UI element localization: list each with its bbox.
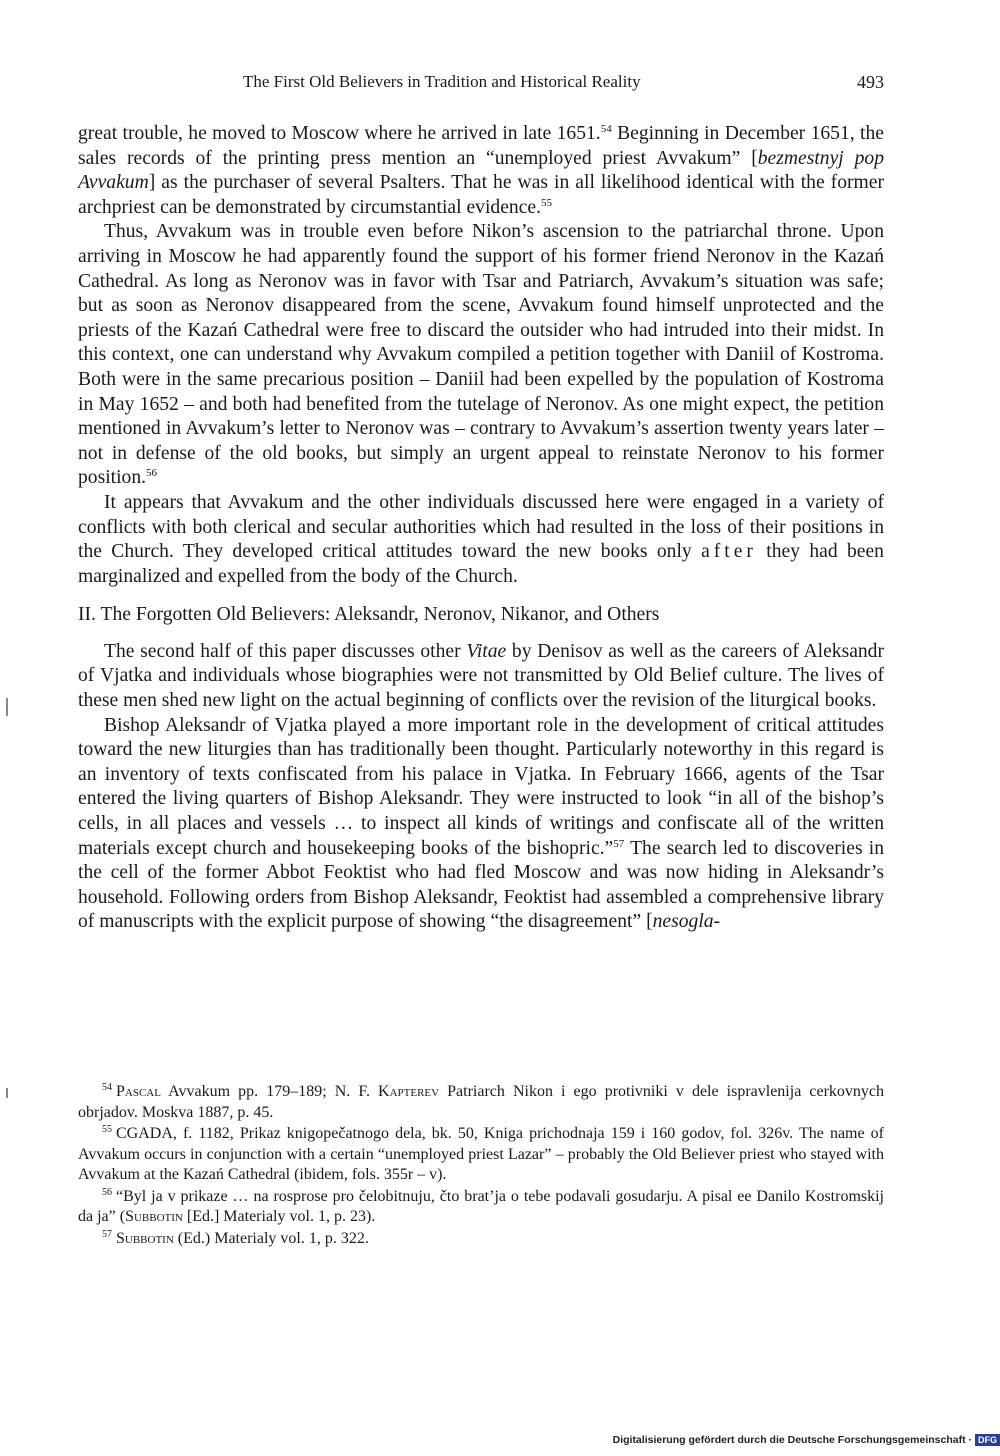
- footnote-number: 54: [102, 1082, 112, 1093]
- footnote-number: 57: [102, 1228, 112, 1240]
- paragraph: great trouble, he moved to Moscow where he arrived in late 1651.54 Beginning in December 1651, the sales records of the printing press mention an “unemployed priest Avvakum” [bezmestnyj pop Avvakum] as the purchaser of several Psalters. That he was in all likelihood identical with the former archpriest can be demonstrated by circumstantial evidence.$^{55}$: [78, 123, 884, 218]
- paragraph: Bishop Aleksandr of Vjatka played a more important role in the development of critical attitudes toward the new liturgies than has traditionally been thought. Particularly noteworthy in this regard is an inventory of texts confiscated from his palace in Vjatka. In February 1666, agents of the Tsar entered the living quarters of Bishop Aleksandr. They were instructed to look “in all of the bishop’s cells, in all places and vessels … to inspect all kinds of writings and confiscate all of the written materials except church and housekeeping books of the bishopric.”$^{57}$ The search led to discoveries in the cell of the former Abbot Feoktist who had fled Moscow and was now hiding in Aleksandr’s household. Following orders from Bishop Aleksandr, Feoktist had assembled a comprehensive library of manuscripts with the explicit purpose of showing “the disagreement” [nesogla-: [78, 714, 884, 933]
- paragraph: Thus, Avvakum was in trouble even before Nikon’s ascension to the patriarchal throne. Upon arriving in Moscow he had apparently found the support of his former friend Neronov in the Kazań Cathedral. As long as Neronov was in favor with Tsar and Patriarch, Avvakum’s situation was safe; but as soon as Neronov disappeared from the scene, Avvakum found himself unprotected and the priests of the Kazań Cathedral were free to discard the outsider who had intruded into their midst. In this context, one can understand why Avvakum compiled a petition together with Daniil of Kostroma. Both were in the same precarious position – Daniil had been expelled by the population of Kostroma in May 1652 – and both had benefited from the tutelage of Neronov. As one might expect, the petition mentioned in Avvakum’s letter to Neronov was – contrary to Avvakum’s assertion twenty years later – not in defense of the old books, but simply an urgent appeal to reinstate Neronov to his former position.$^{56}$: [78, 221, 884, 489]
- footnote-number: 55: [102, 1124, 112, 1135]
- spaced-emphasis: after: [701, 541, 757, 563]
- page-header: [78, 72, 884, 100]
- footnote: $^{56}$ “Byl ja v prikaze … na rosprose pro čelobitnuju, čto brat’ja o tebe podavali gosudarju. A pisal ee Danilo Kostromskij da ja” (Subbotin [Ed.] Materialy vol. 1, p. 23).: [78, 1186, 884, 1225]
- paragraph: It appears that Avvakum and the other individuals discussed here were engaged in a variety of conflicts with both clerical and secular authorities which had resulted in the loss of their positions in the Church. They developed critical attitudes toward the new books only after they had been marginalized and expelled from the body of the Church.: [78, 491, 884, 587]
- footnote-number: 56: [102, 1186, 112, 1198]
- footnote-ref[interactable]: 56: [146, 467, 158, 480]
- footnote-ref[interactable]: 57: [613, 837, 625, 850]
- footnote: $^{54}$ Pascal Avvakum pp. 179–189; N. F. Kapterev Patriarch Nikon i ego protivniki v dele ispravlenija cerkovnych obrjadov. Moskva 1887, p. 45.: [78, 1082, 884, 1121]
- page-number: 493: [857, 72, 884, 92]
- credit-text: Digitalisierung gefördert durch die Deutsche Forschungsgemeinschaft ·: [612, 1434, 972, 1446]
- main-text: [78, 122, 884, 935]
- footnote: $^{55}$ CGADA, f. 1182, Prikaz knigopečatnogo dela, bk. 50, Kniga prichodnaja 159 i 160 godov, fol. 326v. The name of Avvakum occurs in conjunction with a certain “unemployed priest Lazar” – probably the Old Believer priest who stayed with Avvakum at the Kazań Cathedral (ibidem, fols. 355r – v).: [78, 1124, 884, 1183]
- scan-margin-mark: [6, 698, 8, 716]
- dfg-logo: DFG: [975, 1434, 1000, 1446]
- digitization-credit: [613, 1432, 1000, 1448]
- section-heading: II. The Forgotten Old Believers: Aleksandr, Neronov, Nikanor, and Others: [78, 604, 660, 626]
- paragraph: The second half of this paper discusses other Vitae by Denisov as well as the careers of Aleksandr of Vjatka and individuals whose biographies were not transmitted by Old Belief culture. The lives of these men shed new light on the actual beginning of conflicts over the revision of the liturgical books.: [78, 640, 885, 712]
- footnote-ref[interactable]: 54: [600, 123, 612, 135]
- running-head: The First Old Believers in Tradition and Historical Reality: [243, 72, 641, 91]
- footnote: $^{57}$ Subbotin (Ed.) Materialy vol. 1, p. 322.: [102, 1228, 369, 1247]
- scan-margin-mark: [6, 1088, 8, 1098]
- footnote-ref[interactable]: 55: [540, 196, 552, 209]
- footnotes: [78, 1082, 884, 1250]
